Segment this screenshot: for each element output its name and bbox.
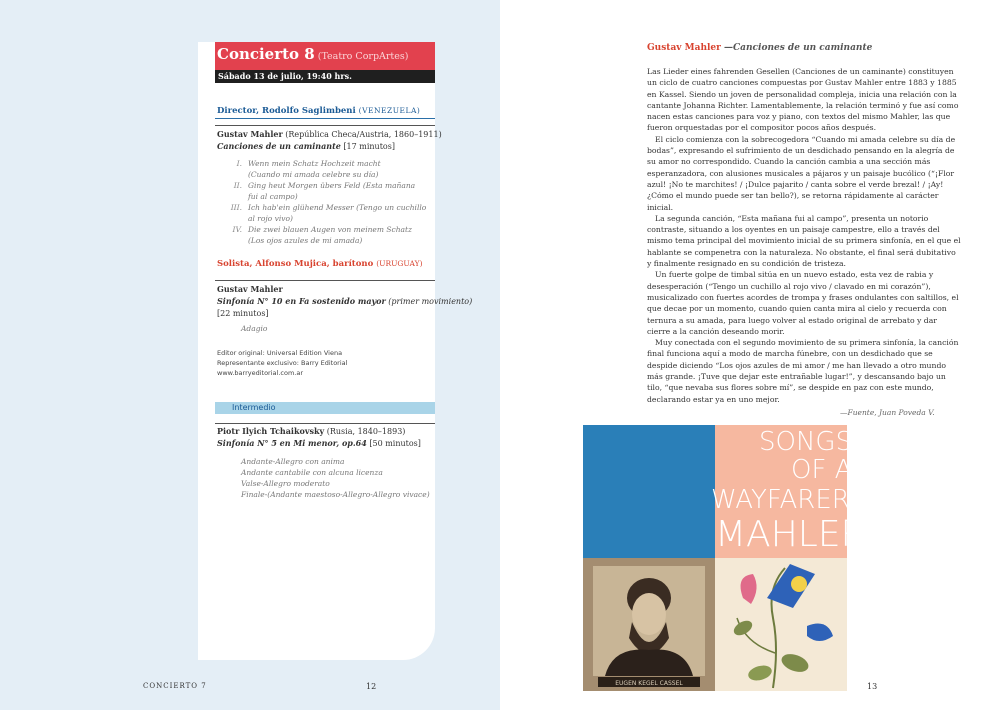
cover-title-panel (711, 425, 866, 558)
work1-title-line (217, 141, 395, 153)
article-paragraph: Muy conectada con el segundo movimiento de su primera sinfonía, la canción final funciona aquí a modo de marcha fúnebre, con un desdichado que se despide diciendo “Los ojos azules de mi amor / me han llevado a otro mundo más grande. ¡Tuve que dejar este entrañable lugar!”, y descansando bajo un tilo, “que nevaba sus flores sobre mí”, se despide en paz con este mundo, declarando estar ya en uno mejor. (647, 338, 959, 404)
work2-composer: Gustav Mahler (217, 284, 283, 294)
movement-item: Andante cantabile con alcuna licenza (241, 468, 383, 477)
cover-line: MAHLER (715, 514, 866, 555)
work3-composer-line (217, 426, 405, 438)
article-paragraph: La segunda canción, “Esta mañana fui al campo”, presenta un notorio contraste, situando a los oyentes en un paisaje campestre, ello a través del mismo tema principal del movimiento inicial de su primera sinfonía, en el que el hablante se compenetra con la naturaleza. No obstante, el final será dubitativo y finalmente resignado en su condición de tristeza. (647, 213, 961, 269)
divider (215, 280, 435, 281)
article-title-composer: Gustav Mahler (647, 43, 721, 53)
work1-composer-line (217, 129, 442, 141)
page-number-right: 13 (867, 682, 878, 691)
work3-title: Sinfonía N° 5 en Mi menor, op.64 (217, 438, 367, 448)
movement-item: (Los ojos azules de mi amada) (248, 236, 363, 245)
blue-divider (215, 118, 435, 119)
movement-item: IV. Die zwei blauen Augen von meinem Schatz (232, 225, 412, 234)
work2-title-line (217, 296, 472, 308)
director-line (217, 105, 420, 118)
edition-line: Representante exclusivo: Barry Editorial (217, 359, 348, 367)
movement-item: fui al campo) (248, 192, 298, 201)
article-paragraph: Las Lieder eines fahrenden Gesellen (Canciones de un caminante) constituyen un ciclo de cuatro canciones compuestas por Gustav Mahler entre 1883 y 1885 en Kassel. Siendo un joven de personalidad compleja, inicia una relación con la cantante Johanna Richter. Lamentablemente, la relación terminó y fue así como nacen estas canciones para voz y piano, con textos del mismo Mahler, las que fueron orquestadas por el compositor pocos años después. (647, 67, 959, 133)
movement-item: Andante-Allegro con anima (241, 457, 345, 466)
article-paragraph: Un fuerte golpe de timbal sitúa en un nuevo estado, esta vez de rabia y desesperación (“Tengo un cuchillo al rojo vivo / clavado en mi corazón”), musicalizado con fuertes acordes de trompa y frases ondulantes con saltillos, el que decae por un momento, cuando quien canta mira al cielo y recuerda con ternura a su amada, para luego volver al estado original de arrebato y dar cierre a la canción deseando morir. (647, 270, 959, 336)
work2-title: Sinfonía N° 10 en Fa sostenido mayor (217, 296, 386, 306)
director-country: (VENEZUELA) (358, 106, 421, 115)
movement-item: III. Ich hab'ein glühend Messer (Tengo un cuchillo (230, 203, 427, 212)
article-body (647, 66, 961, 405)
work3-title-line (217, 438, 421, 450)
article-title (647, 43, 872, 53)
edition-line: www.barryeditorial.com.ar (217, 369, 303, 377)
movement-item: Finale-(Andante maestoso-Allegro-Allegro vivace) (241, 490, 430, 499)
work1-composer-info: (República Checa/Austria, 1860–1911) (285, 130, 442, 139)
page-number-left: 12 (366, 682, 377, 691)
cover-line: OF A (791, 455, 853, 485)
movement-item: al rojo vivo) (248, 214, 293, 223)
cover-line: SONGS (759, 427, 853, 457)
concert-title: Concierto 8 (217, 45, 315, 63)
cover-blue-panel (583, 425, 715, 558)
divider (215, 125, 435, 126)
work2-duration: [22 minutos] (217, 309, 269, 318)
cover-line: WAYFARER (711, 485, 850, 515)
concert-header (215, 42, 435, 70)
flower-icon (715, 558, 847, 691)
concert-date: Sábado 13 de julio, 19:40 hrs. (215, 70, 435, 83)
edition-info (217, 348, 347, 378)
soloist-line (217, 258, 423, 271)
morning-glory-illustration (715, 558, 847, 691)
movement-item: I. Wenn mein Schatz Hochzeit macht (236, 159, 381, 168)
article-paragraph: El ciclo comienza con la sobrecogedora “Cuando mi amada celebre su día de bodas”, expresando el sufrimiento de un desdichado pensando en la alegría de su amor no correspondido. Cuando la canción cambia a una sección más esperanzadora, con alusiones musicales a pájaros y un paisaje bucólico (“¡Flor azul! ¡No te marchites! / ¡Dulce pajarito / canta sobre el verde brezal! / ¡Ay! ¿Cómo el mundo puede ser tan bello?), se retorna rápidamente al carácter inicial. (647, 134, 956, 212)
photo-caption: EUGEN KEGEL CASSEL (615, 680, 683, 687)
work3-duration: [50 minutos] (369, 439, 421, 448)
article-title-work: —Canciones de un caminante (724, 43, 873, 53)
work3-composer: Piotr Ilyich Tchaikovsky (217, 426, 325, 436)
soloist-country: (URUGUAY) (376, 259, 423, 268)
director-name: Director, Rodolfo Saglimbeni (217, 106, 356, 116)
concert-venue: (Teatro CorpArtes) (317, 51, 409, 62)
mahler-portrait (583, 558, 715, 691)
movement-item: II. Ging heut Morgen übers Feld (Esta mañana (233, 181, 416, 190)
soloist-name: Solista, Alfonso Mujica, barítono (217, 259, 374, 269)
work3-composer-info: (Rusia, 1840–1893) (326, 427, 406, 436)
work1-title: Canciones de un caminante (217, 141, 341, 151)
work1-movements (218, 158, 426, 246)
work2-title-note: (primer movimiento) (388, 297, 473, 306)
footer-section-label: CONCIERTO 7 (143, 682, 207, 690)
work1-composer: Gustav Mahler (217, 129, 283, 139)
divider (215, 423, 435, 424)
movement-item: (Cuando mi amada celebre su día) (248, 170, 379, 179)
edition-line: Editor original: Universal Edition Viena (217, 349, 343, 357)
article-credit: —Fuente, Juan Poveda V. (840, 408, 935, 417)
intermission-bar: Intermedio (215, 402, 435, 414)
work1-duration: [17 minutos] (343, 142, 395, 151)
work2-movement: Adagio (241, 324, 268, 333)
portrait-illustration (583, 558, 715, 691)
movement-item: Valse-Allegro moderato (241, 479, 330, 488)
work3-movements (241, 456, 430, 500)
